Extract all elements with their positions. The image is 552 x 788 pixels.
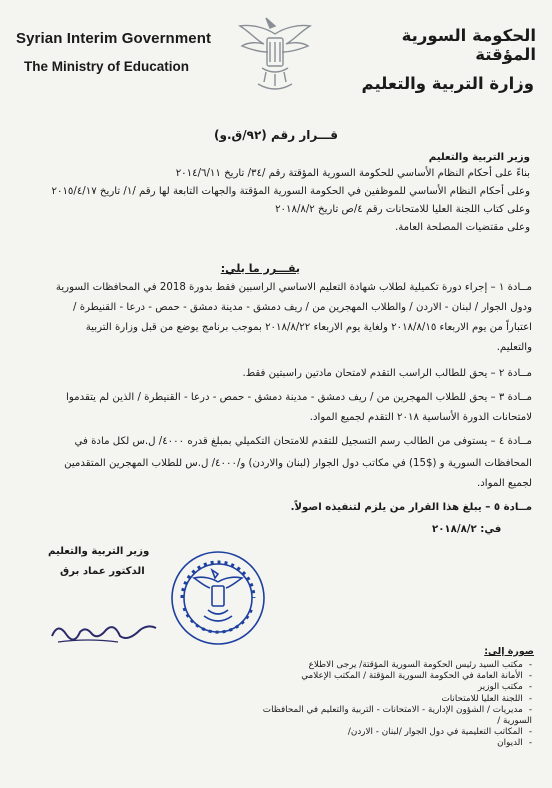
- preamble-line: وعلى كتاب اللجنة العليا للامتحانات رقم ٤/ص تاريخ ٢٠١٨/٨/٢: [275, 204, 530, 215]
- signatory-title: وزير التربية والتعليم: [48, 546, 150, 557]
- list-item: - مكتب السيد رئيس الحكومة السورية المؤقتة/ يرجى الاطلاع: [232, 660, 532, 671]
- issuer-line: وزير التربية والتعليم: [428, 152, 530, 163]
- list-item: - مكتب الوزير: [232, 682, 532, 693]
- preamble-line: بناءً على أحكام النظام الأساسي للحكومة السورية المؤقتة رقم /٣٤/ تاريخ ٢٠١٤/٦/١١: [175, 168, 530, 179]
- header-english: [16, 30, 216, 74]
- article-line: المحافظات السورية و ($15) في مكاتب دول الجوار (لبنان والاردن) و/٤٠٠٠/ ل.س للطلاب المهجرين المتقدمين: [64, 458, 532, 469]
- article-line: لامتحانات الدورة الأساسية ٢٠١٨ التقدم لجميع المواد.: [309, 412, 532, 423]
- header-ar-government: الحكومة السورية المؤقتة: [401, 26, 536, 64]
- decides-heading: يقـــرر ما يلي:: [220, 262, 300, 275]
- copies-list: [232, 660, 532, 750]
- decree-title: قـــرار رقم (٩٢/ق.و): [214, 128, 338, 142]
- article-line: مــادة ٥ – يبلغ هذا القرار من يلزم لتنفيذه اصولاً.: [290, 502, 532, 513]
- header-en-ministry: The Ministry of Education: [24, 59, 190, 74]
- eagle-emblem-icon: [236, 12, 314, 96]
- list-item: - المكاتب التعليمية في دول الجوار /لبنان - الاردن/: [232, 727, 532, 738]
- decree-date: في: ٢٠١٨/٨/٢: [432, 524, 502, 535]
- list-item: - اللجنة العليا للامتحانات: [232, 694, 532, 705]
- ministry-stamp-icon: [168, 548, 268, 648]
- preamble-line: وعلى مقتضيات المصلحة العامة.: [394, 222, 530, 233]
- header-arabic: [336, 26, 536, 93]
- list-item: - مديريات / الشؤون الإدارية - الامتحانات - التربية والتعليم في المحافظات السورية /: [232, 705, 532, 727]
- article-line: ودول الجوار / لبنان - الاردن / والطلاب المهجرين من / ريف دمشق - مدينة دمشق - حمص - درعا - القنيطرة /: [73, 302, 532, 313]
- signatory-name: الدكتور عماد برق: [60, 566, 145, 577]
- article-line: مــادة ٤ – يستوفى من الطالب رسم التسجيل للتقدم للامتحان التكميلي بمبلغ قدره ٤٠٠٠/ ل.س لكل مادة في: [74, 436, 532, 447]
- article-line: مــادة ٣ – يحق للطلاب المهجرين من / ريف دمشق - مدينة دمشق - حمص - درعا - القنيطرة / الذين لم يتقدموا: [66, 392, 532, 403]
- header-ar-ministry: وزارة التربية والتعليم: [361, 74, 534, 93]
- list-item: - الأمانة العامة في الحكومة السورية المؤقتة / المكتب الإعلامي: [232, 671, 532, 682]
- list-item: - الديوان: [232, 738, 532, 749]
- article-line: مــادة ٢ – يحق للطالب الراسب التقدم لامتحان مادتين راسبتين فقط.: [242, 368, 532, 379]
- article-line: والتعليم.: [496, 342, 532, 353]
- article-line: اعتباراً من يوم الاربعاء ٢٠١٨/٨/١٥ ولغاية يوم الاربعاء ٢٠١٨/٨/٢٢ بموجب برنامج يوضع من قبل وزارة التربية: [85, 322, 532, 333]
- header-en-government: Syrian Interim Government: [16, 30, 212, 47]
- copies-heading: صورة إلى:: [484, 646, 534, 657]
- preamble-line: وعلى أحكام النظام الأساسي للموظفين في الحكومة السورية المؤقتة والجهات التابعة لها رقم /١/ تاريخ ٢٠١٥/٤/١٧: [51, 186, 530, 197]
- article-line: لجميع المواد.: [477, 478, 532, 489]
- article-line: مــادة ١ – إجراء دورة تكميلية لطلاب شهادة التعليم الاساسي الراسبين فقط بدورة 2018 في المحافظات السورية: [55, 282, 532, 293]
- handwritten-signature-icon: [48, 612, 160, 648]
